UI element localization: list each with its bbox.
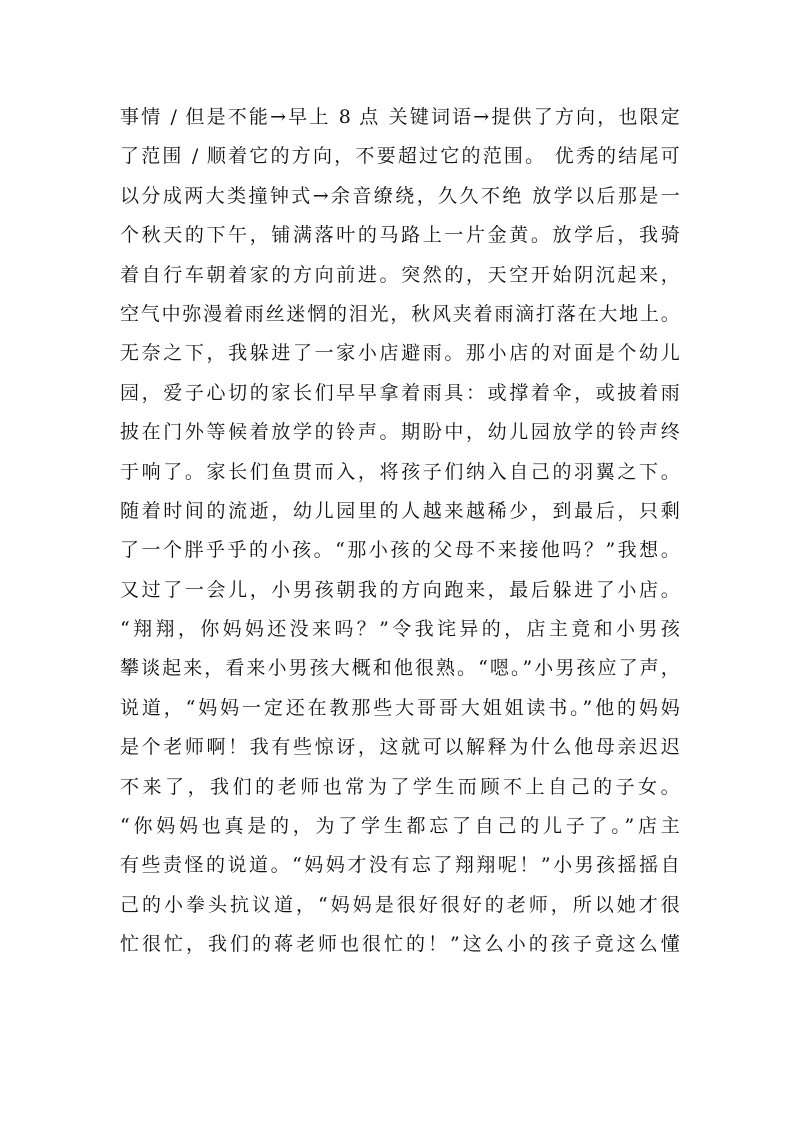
text-line-2: 了范围 / 顺着它的方向，不要超过它的范围。 优秀的结尾可 <box>120 145 680 168</box>
text-line-17: 是个老师啊！我有些惊讶，这就可以解释为什么他母亲迟迟 <box>120 736 680 759</box>
text-line-11: 随着时间的流逝，幼儿园里的人越来越稀少，到最后，只剩 <box>120 499 680 522</box>
text-line-18: 不来了，我们的老师也常为了学生而顾不上自己的子女。 <box>120 775 680 798</box>
text-line-6: 空气中弥漫着雨丝迷惘的泪光，秋风夹着雨滴打落在大地上。 <box>120 302 680 325</box>
text-line-1: 事情 / 但是不能→早上 8 点 关键词语→提供了方向，也限定 <box>120 106 680 128</box>
text-line-7: 无奈之下，我躲进了一家小店避雨。那小店的对面是个幼儿 <box>120 342 680 365</box>
text-line-15: 攀谈起来，看来小男孩大概和他很熟。“嗯。”小男孩应了声， <box>120 657 680 680</box>
text-line-10: 于响了。家长们鱼贯而入，将孩子们纳入自己的羽翼之下。 <box>120 460 680 483</box>
text-line-14: “翔翔，你妈妈还没来吗？”令我诧异的，店主竟和小男孩 <box>120 618 680 641</box>
text-line-13: 又过了一会儿，小男孩朝我的方向跑来，最后躲进了小店。 <box>120 578 680 601</box>
text-line-4: 个秋天的下午，铺满落叶的马路上一片金黄。放学后，我骑 <box>120 224 680 247</box>
text-line-5: 着自行车朝着家的方向前进。突然的，天空开始阴沉起来， <box>120 263 680 286</box>
text-line-19: “你妈妈也真是的，为了学生都忘了自己的儿子了。”店主 <box>120 815 680 838</box>
body-text <box>120 98 680 965</box>
text-line-20: 有些责怪的说道。“妈妈才没有忘了翔翔呢！”小男孩摇摇自 <box>120 854 680 877</box>
text-line-9: 披在门外等候着放学的铃声。期盼中，幼儿园放学的铃声终 <box>120 421 680 444</box>
text-line-21: 己的小拳头抗议道，“妈妈是很好很好的老师，所以她才很 <box>120 893 680 916</box>
text-line-22: 忙很忙，我们的蒋老师也很忙的！”这么小的孩子竟这么懂 <box>120 933 680 956</box>
text-line-8: 园，爱子心切的家长们早早拿着雨具：或撑着伞，或披着雨 <box>120 381 680 404</box>
text-line-12: 了一个胖乎乎的小孩。“那小孩的父母不来接他吗？”我想。 <box>120 539 680 562</box>
text-line-3: 以分成两大类撞钟式→余音缭绕，久久不绝 放学以后那是一 <box>120 184 680 207</box>
text-line-16: 说道，“妈妈一定还在教那些大哥哥大姐姐读书。”他的妈妈 <box>120 696 680 719</box>
